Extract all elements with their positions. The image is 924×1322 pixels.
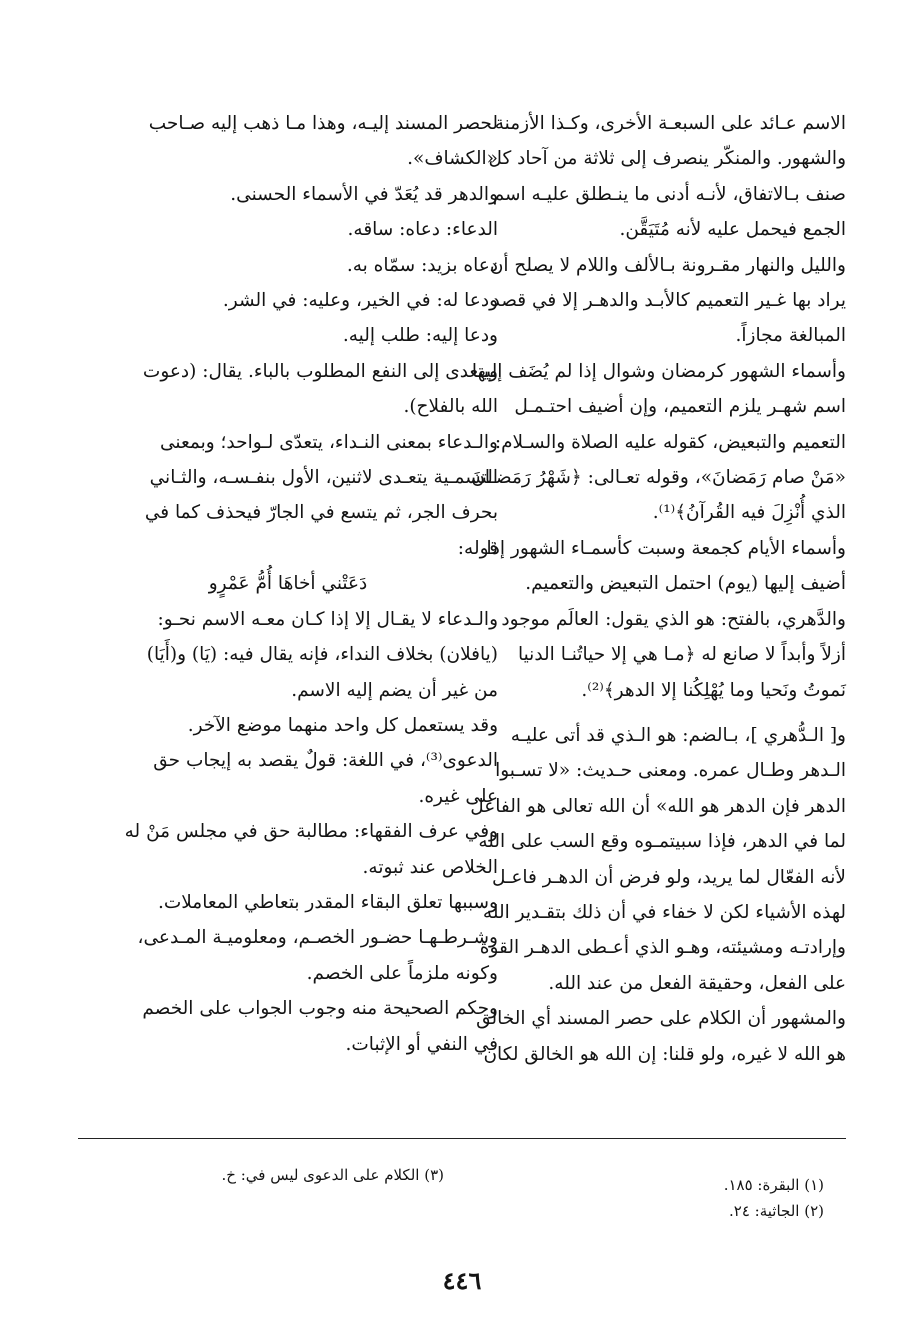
text-line: والمشهور أن الكلام على حصر المسند أي الخالق [476,1008,846,1030]
text-line: قوله: [457,537,498,559]
footnote-1: (١) البقرة: ١٨٥. [723,1176,824,1194]
text-line: على الفعل، وحقيقة الفعل من عند الله. [548,972,846,994]
text-line: وكونه ملزماً على الخصم. [306,962,498,984]
left-column [78,106,498,1062]
text-line: والشهور. والمنكّر ينصرف إلى ثلاثة من آحاد كل [488,148,846,170]
text-line: وحكم الصحيحة منه وجوب الجواب على الخصم [142,998,498,1020]
text-line: وأسماء الشهور كرمضان وشوال إذا لم يُضَف إليها [471,360,846,382]
text-line: الذي أُنْزِلَ فيه القُرآنُ﴾⁽¹⁾. [652,502,846,524]
text-line: اسم شهـر يلزم التعميم، وإن أضيف احتـمـل [514,396,846,418]
text-line: الله بالفلاح). [403,396,498,418]
text-line: وسببها تعلق البقاء المقدر بتعاطي المعاملات. [157,891,498,913]
text-line: ويتعدى إلى النفع المطلوب بالباء. يقال: (دعوت [142,360,498,382]
text-line: الدعوى⁽³⁾، في اللغة: قولٌ يقصد به إيجاب حق [153,750,498,772]
text-line: دعاه بزيد: سمّاه به. [346,254,498,276]
text-line: والدَّهري، بالفتح: هو الذي يقول: العالَم موجود [501,608,846,630]
text-line: والدهر قد يُعَدّ في الأسماء الحسنى. [230,183,498,205]
text-line: ودعا إليه: طلب إليه. [342,325,498,347]
text-line: «مَنْ صام رَمَضانَ»، وقوله تعـالى: ﴿شَهْرُ رَمَضـانَ [471,467,846,489]
text-line: على غيره. [418,785,498,807]
text-line: و[ الـدُّهري ]، بـالضم: هو الـذي قد أتى عليـه [510,724,846,746]
text-line: التسمـية يتعـدى لاثنين، الأول بنفـسـه، والثـاني [149,467,498,489]
text-line: لما في الدهر، فإذا سبيتمـوه وقع السب على الله [478,831,846,853]
text-line: وإرادتـه ومشيئته، وهـو الذي أعـطى الدهـر القوة [479,937,846,959]
footnotes-right [724,1172,824,1224]
text-line: الخلاص عند ثبوته. [362,856,498,878]
text-line: والليل والنهار مقـرونة بـالألف واللام لا يصلح أن [489,254,846,276]
footnote-3: (٣) الكلام على الدعوى ليس في: خ. [221,1166,444,1184]
text-line: ودعا له: في الخير، وعليه: في الشر. [222,290,498,312]
text-line: وأسماء الأيام كجمعة وسبت كأسمـاء الشهور إذا [486,537,846,559]
text-line: في النفي أو الإثبات. [345,1033,498,1055]
text-line: الدعاء: دعاه: ساقه. [347,219,498,241]
text-line: الدهر فإن الدهر هو الله» أن الله تعالى هو الفاعل [470,795,846,817]
text-line: الاسم عـائد على السبعـة الأخرى، وكـذا الأزمنة [494,113,846,134]
text-line: والـدعاء لا يقـال إلا إذا كـان معـه الاسم نحـو: [157,608,498,630]
text-line: يراد بها غـير التعميم كالأبـد والدهـر إلا في قصد [491,290,846,312]
text-line: والـدعاء بمعنى النـداء، يتعدّى لـواحد؛ وبمعنى [159,431,498,453]
text-line: الـدهر وطـال عمره. ومعنى حـديث: «لا تسـبوا [495,760,846,782]
text-line: وفي عرف الفقهاء: مطالبة حق في مجلس مَنْ له [124,821,498,843]
text-line: لأنه الفعّال لما يريد، ولو فرض أن الدهـر فاعـل [491,866,846,888]
text-line: الجمع فيحمل عليه لأنه مُتَيَقَّن. [619,219,846,241]
text-line: من غير أن يضم إليه الاسم. [291,679,498,701]
text-line: وشـرطـهـا حضـور الخصـم، ومعلوميـة المـدعى، [137,927,498,949]
page-number: ٤٤٦ [442,1266,482,1295]
text-line: هو الله لا غيره، ولو قلنا: إن الله هو الخالق لكان [483,1043,846,1065]
text-line: نَموتُ ونَحيا وما يُهْلِكُنا إلا الدهر﴾⁽²⁾. [581,679,846,701]
text-line: المبالغة مجازاً. [735,325,846,347]
text-line: بحرف الجر، ثم يتسع في الجارّ فيحذف كما في [144,502,498,524]
footnote-2: (٢) الجاثية: ٢٤. [728,1202,824,1220]
footnotes-left [221,1162,444,1188]
text-line: أزلاً وأبداً لا صانع له ﴿مـا هي إلا حياتُنـا الدنيا [517,644,846,666]
text-line: لهذه الأشياء لكن لا خفاء في أن ذلك بتقـدير الله [482,901,846,923]
poetry-verse: دَعَتْني أخاهَا أُمُّ عَمْرٍو [208,573,368,595]
text-line: (يافلان) بخلاف النداء، فإنه يقال فيه: (يَا) و(أَيَا) [146,644,498,666]
text-line: وقد يستعمل كل واحد منهما موضع الآخر. [187,714,498,736]
text-line: أضيف إليها (يوم) احتمل التبعيض والتعميم. [525,573,846,595]
text-line: لحصر المسند إليـه، وهذا مـا ذهب إليه صـاحب [148,113,498,134]
text-line: التعميم والتبعيض، كقوله عليه الصلاة والسـلام: [494,431,846,453]
text-line: صنف بـالاتفاق، لأنـه أدنى ما ينـطلق عليـه اسم [492,183,846,205]
text-line: «الكشاف». [407,148,498,170]
footnote-divider [78,1138,846,1139]
